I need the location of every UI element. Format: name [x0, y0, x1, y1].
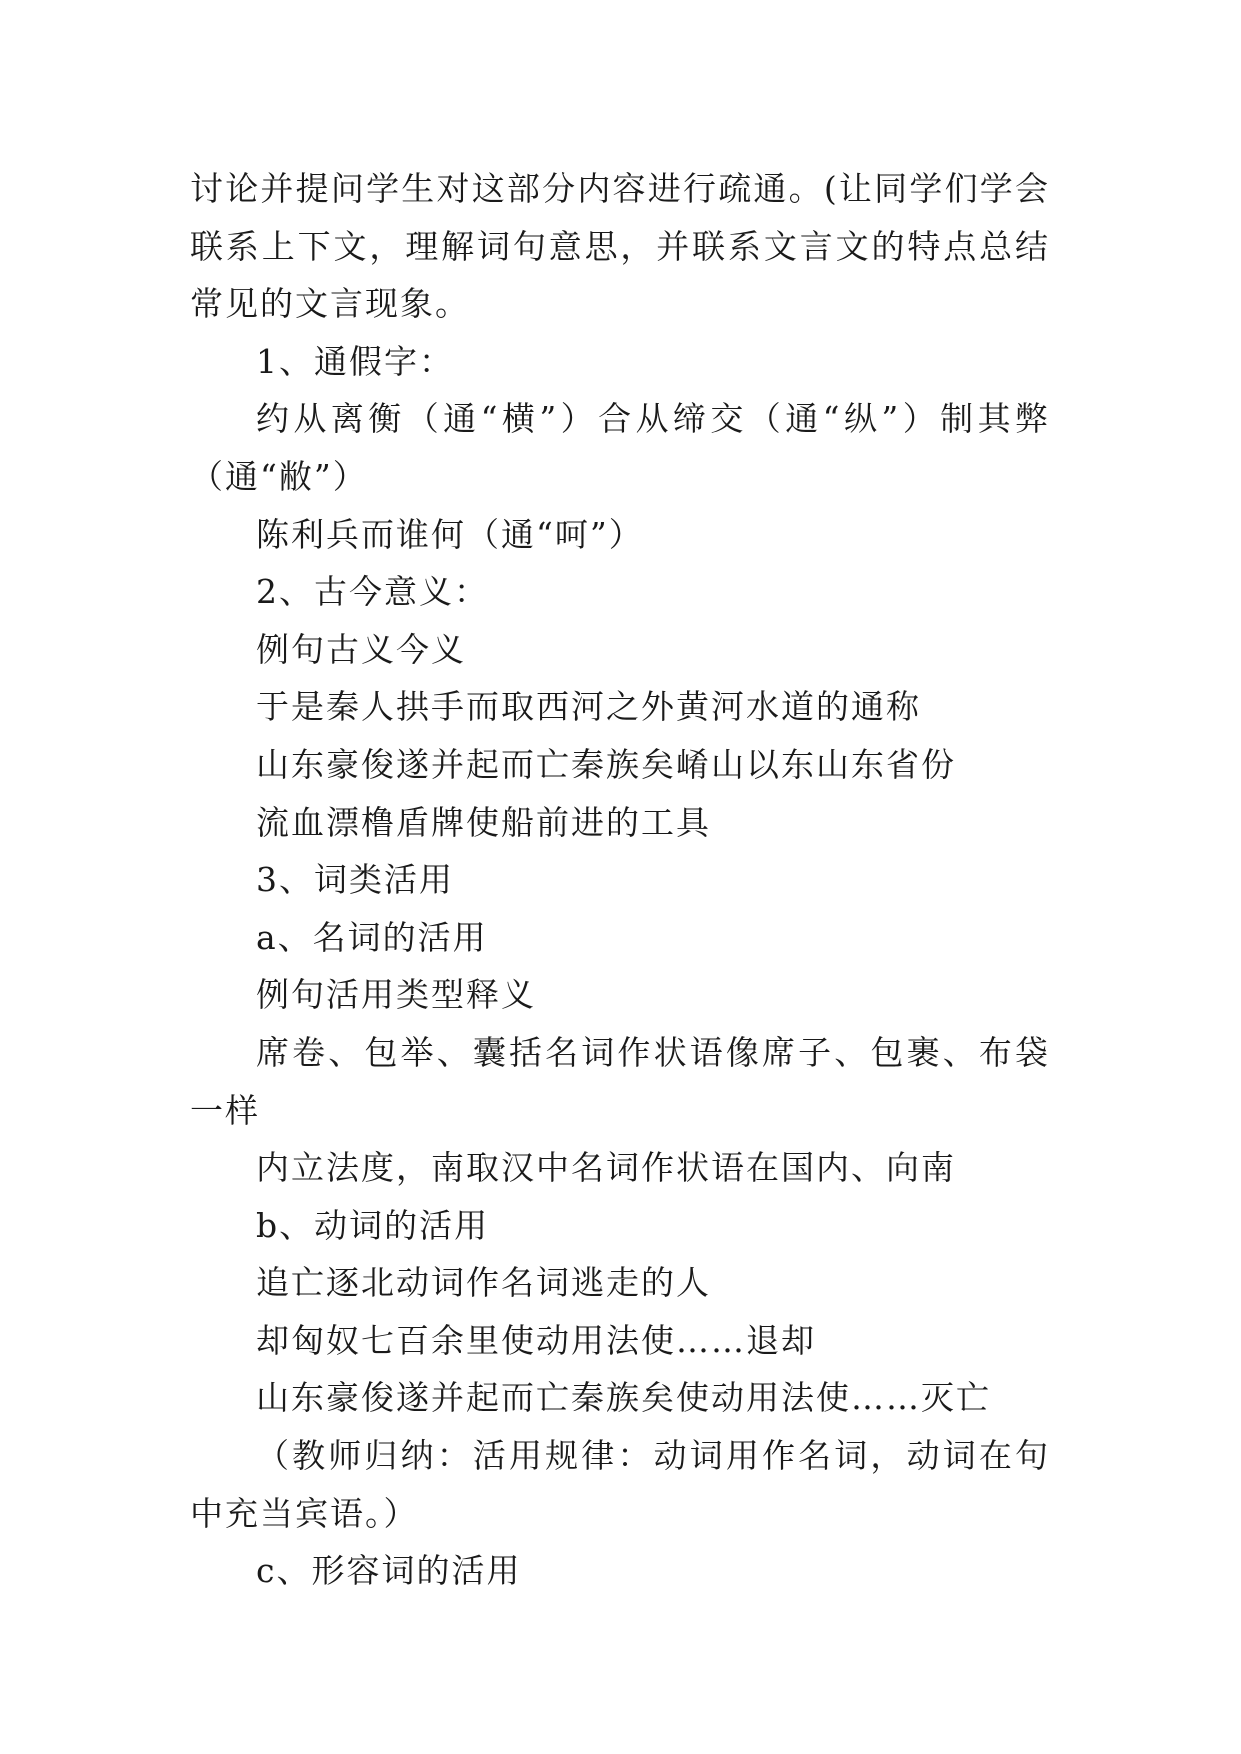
document-page [190, 160, 1050, 1600]
table-row-dongci-2: 却匈奴七百余里使动用法使……退却 [256, 1320, 816, 1360]
subheading-mingci: a、名词的活用 [256, 917, 488, 957]
table-row-gujin-2: 山东豪俊遂并起而亡秦族矣崤山以东山东省份 [256, 744, 956, 784]
table-row-mingci-2: 内立法度，南取汉中名词作状语在国内、向南 [256, 1148, 956, 1188]
table-row-dongci-1: 追亡逐北动词作名词逃走的人 [256, 1263, 711, 1303]
heading-cilei-huoyong: 3、词类活用 [256, 860, 454, 900]
table-row-gujin-1: 于是秦人拱手而取西河之外黄河水道的通称 [256, 687, 921, 727]
heading-gujin-yiyi: 2、古今意义： [256, 572, 489, 612]
paragraph-tongjiazi-examples: 约从离衡（通“横”）合从缔交（通“纵”）制其弊（通“敝”） [190, 399, 1050, 496]
table-row-gujin-3: 流血漂橹盾牌使船前进的工具 [256, 802, 711, 842]
heading-tongjiazi: 1、通假字： [256, 341, 454, 381]
paragraph-intro: 讨论并提问学生对这部分内容进行疏通。(让同学们学会联系上下文，理解词句意思，并联系文言文的特点总结常见的文言现象。 [190, 169, 1050, 324]
teacher-summary: （教师归纳：活用规律：动词用作名词，动词在句中充当宾语。） [190, 1436, 1050, 1533]
table-header-gujin: 例句古义今义 [256, 629, 466, 669]
table-row-dongci-3: 山东豪俊遂并起而亡秦族矣使动用法使……灭亡 [256, 1378, 991, 1418]
paragraph-tongjiazi-example-2: 陈利兵而谁何（通“呵”） [256, 514, 644, 554]
table-row-mingci-1: 席卷、包举、囊括名词作状语像席子、包裹、布袋一样 [190, 1032, 1050, 1130]
subheading-dongci: b、动词的活用 [256, 1205, 490, 1245]
subheading-xingrongci: c、形容词的活用 [256, 1551, 522, 1591]
table-header-huoyong: 例句活用类型释义 [256, 975, 536, 1015]
